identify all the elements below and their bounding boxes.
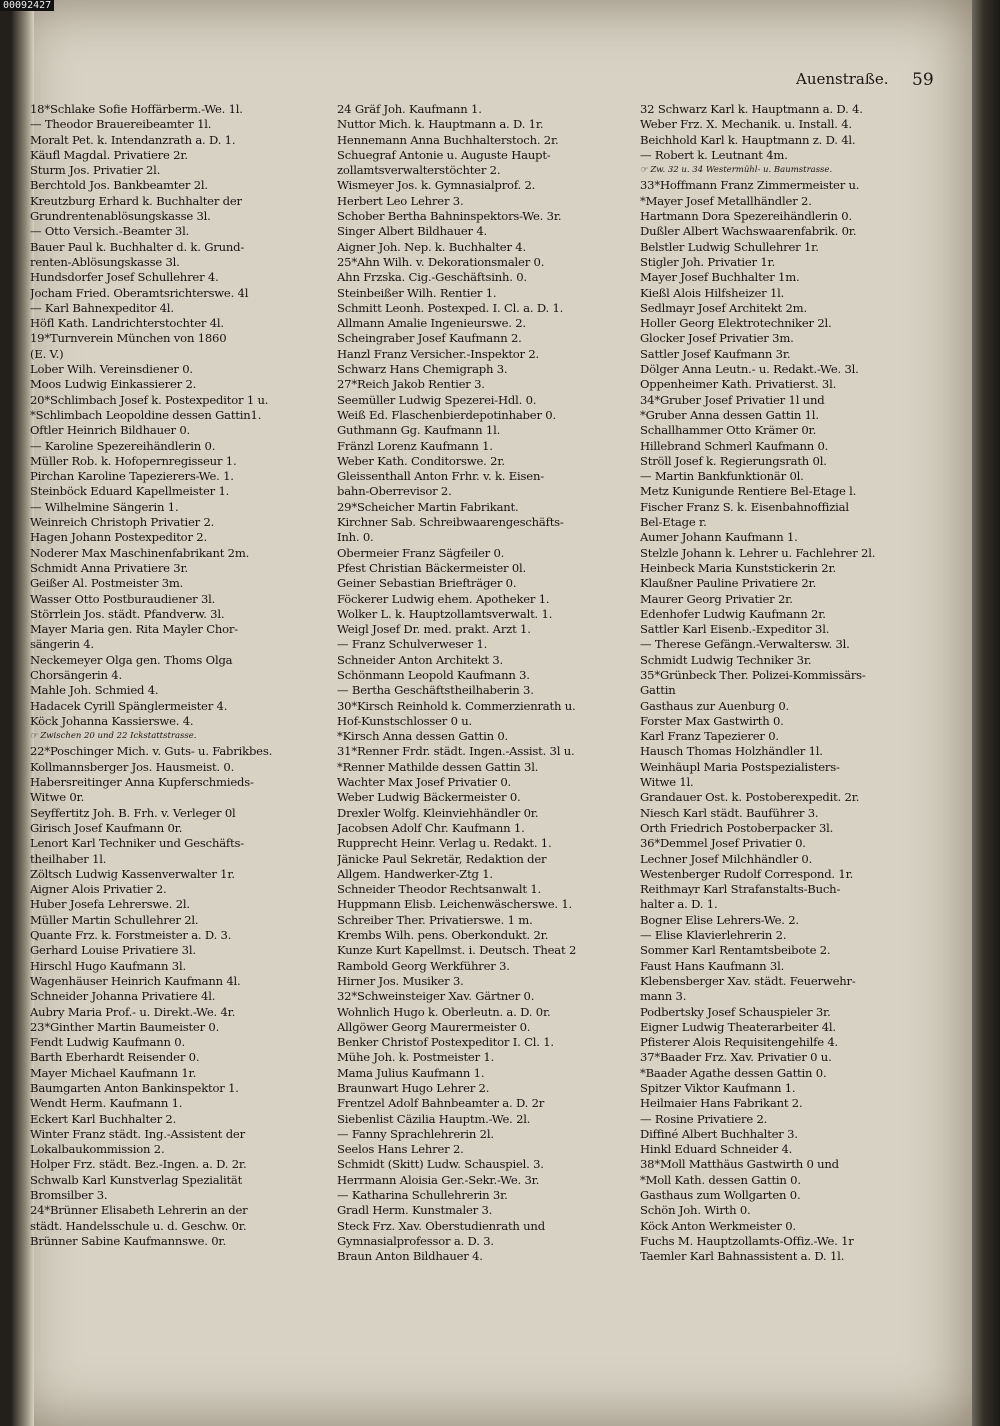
directory-entry: 24 Gräf Joh. Kaufmann 1. xyxy=(337,102,482,116)
directory-entry: Mühe Joh. k. Postmeister 1. xyxy=(337,1050,495,1065)
directory-entry: Seyffertitz Joh. B. Frh. v. Verleger 0l xyxy=(30,805,236,820)
directory-entry: Hof-Kunstschlosser 0 u. xyxy=(337,713,473,728)
directory-entry: Stelzle Johann k. Lehrer u. Fachlehrer 2l. xyxy=(640,545,876,560)
directory-entry: Hirner Jos. Musiker 3. xyxy=(337,973,464,988)
directory-entry: Lechner Josef Milchhändler 0. xyxy=(640,851,813,866)
directory-entry: Schneider Theodor Rechtsanwalt 1. xyxy=(337,882,542,897)
directory-entry: 18*Schlake Sofie Hoffärberm.-We. 1l. xyxy=(30,102,243,116)
directory-entry: (E. V.) xyxy=(30,346,64,361)
directory-entry: Steinböck Eduard Kapellmeister 1. xyxy=(30,484,230,499)
directory-entry: Weiß Ed. Flaschenbierdepotinhaber 0. xyxy=(337,407,556,422)
directory-entry: Wendt Herm. Kaufmann 1. xyxy=(30,1096,183,1111)
directory-entry: — Wilhelmine Sängerin 1. xyxy=(30,499,179,514)
directory-entry: Lober Wilh. Vereinsdiener 0. xyxy=(30,362,193,377)
directory-entry: Störrlein Jos. städt. Pfandverw. 3l. xyxy=(30,606,225,621)
directory-entry: Gasthaus zur Auenburg 0. xyxy=(640,698,790,713)
directory-entry: *Gruber Anna dessen Gattin 1l. xyxy=(640,407,819,422)
directory-entry: Dußler Albert Wachswaarenfabrik. 0r. xyxy=(640,224,857,239)
directory-entry: Glocker Josef Privatier 3m. xyxy=(640,331,794,346)
directory-entry: Hausch Thomas Holzhändler 1l. xyxy=(640,744,823,759)
directory-entry: Maurer Georg Privatier 2r. xyxy=(640,591,793,606)
directory-entry: Klaußner Pauline Privatiere 2r. xyxy=(640,576,817,591)
directory-entry: Siebenlist Cäzilia Hauptm.-We. 2l. xyxy=(337,1111,531,1126)
directory-entry: Oftler Heinrich Bildhauer 0. xyxy=(30,423,191,438)
directory-entry: Weinreich Christoph Privatier 2. xyxy=(30,515,215,530)
directory-entry: Müller Martin Schullehrer 2l. xyxy=(30,912,199,927)
cross-street-note: ☞ Zwischen 20 und 22 Ickstattstrasse. xyxy=(30,731,197,742)
directory-entry: 30*Kirsch Reinhold k. Commerzienrath u. xyxy=(337,698,576,713)
directory-entry: Nuttor Mich. k. Hauptmann a. D. 1r. xyxy=(337,117,544,132)
directory-entry: Käufl Magdal. Privatiere 2r. xyxy=(30,147,188,162)
directory-entry: *Mayer Josef Metallhändler 2. xyxy=(640,193,812,208)
directory-entry: Geiner Sebastian Briefträger 0. xyxy=(337,576,517,591)
directory-entry: Weber Ludwig Bäckermeister 0. xyxy=(337,790,521,805)
directory-entry: Hagen Johann Postexpeditor 2. xyxy=(30,530,207,545)
directory-entry: Herbert Leo Lehrer 3. xyxy=(337,193,464,208)
directory-entry: *Kirsch Anna dessen Gattin 0. xyxy=(337,729,509,744)
directory-entry: renten-Ablösungskasse 3l. xyxy=(30,254,180,269)
directory-entry: Wismeyer Jos. k. Gymnasialprof. 2. xyxy=(337,178,536,193)
directory-entry: Gattin xyxy=(640,683,676,698)
directory-entry: Wohnlich Hugo k. Oberleutn. a. D. 0r. xyxy=(337,1004,551,1019)
directory-entry: Ahn Frzska. Cig.-Geschäftsinh. 0. xyxy=(337,270,527,285)
directory-entry: halter a. D. 1. xyxy=(640,897,718,912)
directory-entry: Mayer Michael Kaufmann 1r. xyxy=(30,1065,197,1080)
directory-entry: Aigner Joh. Nep. k. Buchhalter 4. xyxy=(337,239,526,254)
directory-entry: Weinhäupl Maria Postspezialisters- xyxy=(640,759,840,774)
directory-entry: Benker Christof Postexpeditor I. Cl. 1. xyxy=(337,1035,554,1050)
directory-entry: Fischer Franz S. k. Eisenbahnoffizial xyxy=(640,499,849,514)
directory-entry: 22*Poschinger Mich. v. Guts- u. Fabrikbes. xyxy=(30,744,273,759)
directory-entry: Braun Anton Bildhauer 4. xyxy=(337,1249,483,1264)
directory-entry: Moos Ludwig Einkassierer 2. xyxy=(30,377,197,392)
directory-entry: Steinbeißer Wilh. Rentier 1. xyxy=(337,285,497,300)
directory-entry: städt. Handelsschule u. d. Geschw. 0r. xyxy=(30,1218,247,1233)
directory-entry: Bromsilber 3. xyxy=(30,1188,108,1203)
page-number: 59 xyxy=(912,70,934,90)
scan-code: 00092427 xyxy=(0,0,54,11)
directory-entry: Allgöwer Georg Maurermeister 0. xyxy=(337,1019,531,1034)
directory-entry: Neckemeyer Olga gen. Thoms Olga xyxy=(30,652,233,667)
directory-entry: Obermeier Franz Sägfeiler 0. xyxy=(337,545,505,560)
directory-entry: Heilmaier Hans Fabrikant 2. xyxy=(640,1096,803,1111)
directory-entry: 24*Brünner Elisabeth Lehrerin an der xyxy=(30,1203,248,1218)
directory-entry: sängerin 4. xyxy=(30,637,94,652)
directory-entry: Mama Julius Kaufmann 1. xyxy=(337,1065,485,1080)
directory-entry: Jänicke Paul Sekretär, Redaktion der xyxy=(337,851,547,866)
directory-entry: Hirschl Hugo Kaufmann 3l. xyxy=(30,958,186,973)
directory-entry: 33*Hoffmann Franz Zimmermeister u. xyxy=(640,178,860,193)
directory-entry: Hinkl Eduard Schneider 4. xyxy=(640,1142,793,1157)
directory-entry: Diffiné Albert Buchhalter 3. xyxy=(640,1126,798,1141)
directory-entry: Oppenheimer Kath. Privatierst. 3l. xyxy=(640,377,837,392)
directory-entry: Dölger Anna Leutn.- u. Redakt.-We. 3l. xyxy=(640,362,859,377)
directory-entry: Weber Frz. X. Mechanik. u. Install. 4. xyxy=(640,117,852,132)
directory-entry: Kießl Alois Hilfsheizer 1l. xyxy=(640,285,785,300)
directory-entry: Seemüller Ludwig Spezerei-Hdl. 0. xyxy=(337,392,537,407)
directory-entry: Herrmann Aloisia Ger.-Sekr.-We. 3r. xyxy=(337,1172,540,1187)
directory-entry: Aigner Alois Privatier 2. xyxy=(30,882,167,897)
directory-entry: Mayer Maria gen. Rita Mayler Chor- xyxy=(30,622,238,637)
directory-entry: Karl Franz Tapezierer 0. xyxy=(640,729,779,744)
directory-entry: bahn-Oberrevisor 2. xyxy=(337,484,452,499)
directory-entry: Fendt Ludwig Kaufmann 0. xyxy=(30,1035,185,1050)
directory-entry: Inh. 0. xyxy=(337,530,374,545)
directory-entry: Mayer Josef Buchhalter 1m. xyxy=(640,270,800,285)
directory-entry: Kreutzburg Erhard k. Buchhalter der xyxy=(30,193,242,208)
directory-entry: 37*Baader Frz. Xav. Privatier 0 u. xyxy=(640,1050,832,1065)
directory-entry: Lokalbaukommission 2. xyxy=(30,1142,165,1157)
directory-entry: Hadacek Cyrill Spänglermeister 4. xyxy=(30,698,228,713)
directory-entry: Pfisterer Alois Requisitengehilfe 4. xyxy=(640,1035,839,1050)
directory-entry: Zöltsch Ludwig Kassenverwalter 1r. xyxy=(30,866,235,881)
directory-entry: Föckerer Ludwig ehem. Apotheker 1. xyxy=(337,591,550,606)
directory-entry: Brünner Sabine Kaufmannswe. 0r. xyxy=(30,1233,226,1248)
directory-entry: Lenort Karl Techniker und Geschäfts- xyxy=(30,836,244,851)
directory-entry: *Baader Agathe dessen Gattin 0. xyxy=(640,1065,827,1080)
directory-entry: Witwe 0r. xyxy=(30,790,85,805)
directory-entry: Gleissenthall Anton Frhr. v. k. Eisen- xyxy=(337,469,544,484)
directory-entry: Schmidt Ludwig Techniker 3r. xyxy=(640,652,812,667)
directory-entry: Schneider Anton Architekt 3. xyxy=(337,652,504,667)
directory-entry: Mahle Joh. Schmied 4. xyxy=(30,683,159,698)
directory-entry: *Schlimbach Leopoldine dessen Gattin1. xyxy=(30,407,262,422)
directory-entry: Schuegraf Antonie u. Auguste Haupt- xyxy=(337,147,551,162)
directory-entry: Wagenhäuser Heinrich Kaufmann 4l. xyxy=(30,973,241,988)
column-3 xyxy=(640,102,930,1265)
directory-entry: — Karl Bahnexpeditor 4l. xyxy=(30,300,174,315)
directory-entry: Aumer Johann Kaufmann 1. xyxy=(640,530,798,545)
directory-entry: Moralt Pet. k. Intendanzrath a. D. 1. xyxy=(30,132,236,147)
directory-entry: — Otto Versich.-Beamter 3l. xyxy=(30,224,190,239)
directory-entry: Allgem. Handwerker-Ztg 1. xyxy=(337,866,493,881)
directory-entry: 34*Gruber Josef Privatier 1l und xyxy=(640,392,825,407)
directory-entry: Wachter Max Josef Privatier 0. xyxy=(337,775,511,790)
directory-entry: Stigler Joh. Privatier 1r. xyxy=(640,254,776,269)
directory-entry: 27*Reich Jakob Rentier 3. xyxy=(337,377,485,392)
directory-entry: Rupprecht Heinr. Verlag u. Redakt. 1. xyxy=(337,836,552,851)
directory-entry: 35*Grünbeck Ther. Polizei-Kommissärs- xyxy=(640,667,866,682)
directory-entry: Habersreitinger Anna Kupferschmieds- xyxy=(30,775,254,790)
directory-entry: Sedlmayr Josef Architekt 2m. xyxy=(640,300,807,315)
directory-entry: Schmidt Anna Privatiere 3r. xyxy=(30,560,189,575)
directory-entry: Forster Max Gastwirth 0. xyxy=(640,713,784,728)
column-1 xyxy=(30,102,320,1249)
directory-entry: Girisch Josef Kaufmann 0r. xyxy=(30,820,183,835)
running-head: Auenstraße. xyxy=(796,70,889,88)
directory-entry: Wasser Otto Postburaudiener 3l. xyxy=(30,591,216,606)
directory-entry: Schober Bertha Bahninspektors-We. 3r. xyxy=(337,209,562,224)
directory-entry: 20*Schlimbach Josef k. Postexpeditor 1 u. xyxy=(30,392,269,407)
directory-entry: Huber Josefa Lehrerswe. 2l. xyxy=(30,897,190,912)
directory-entry: Weigl Josef Dr. med. prakt. Arzt 1. xyxy=(337,622,531,637)
directory-entry: Köck Anton Werkmeister 0. xyxy=(640,1218,796,1233)
directory-entry: Müller Rob. k. Hofopernregisseur 1. xyxy=(30,453,237,468)
directory-entry: Spitzer Viktor Kaufmann 1. xyxy=(640,1081,796,1095)
directory-entry: Singer Albert Bildhauer 4. xyxy=(337,224,488,239)
directory-entry: Wolker L. k. Hauptzollamtsverwalt. 1. xyxy=(337,606,553,621)
directory-entry: — Bertha Geschäftstheilhaberin 3. xyxy=(337,683,534,698)
directory-entry: Gerhard Louise Privatiere 3l. xyxy=(30,943,196,958)
directory-entry: — Franz Schulverweser 1. xyxy=(337,637,488,652)
directory-entry: Klebensberger Xav. städt. Feuerwehr- xyxy=(640,973,856,988)
directory-entry: Schwarz Hans Chemigraph 3. xyxy=(337,362,508,377)
directory-entry: Schneider Johanna Privatiere 4l. xyxy=(30,989,216,1004)
directory-entry: Guthmann Gg. Kaufmann 1l. xyxy=(337,423,501,438)
directory-entry: Geißer Al. Postmeister 3m. xyxy=(30,576,184,591)
directory-entry: Grundrentenablösungskasse 3l. xyxy=(30,209,211,224)
directory-entry: Gradl Herm. Kunstmaler 3. xyxy=(337,1203,493,1218)
directory-entry: Steck Frz. Xav. Oberstudienrath und xyxy=(337,1218,545,1233)
directory-entry: Edenhofer Ludwig Kaufmann 2r. xyxy=(640,606,826,621)
directory-entry: Faust Hans Kaufmann 3l. xyxy=(640,958,785,973)
directory-entry: Sturm Jos. Privatier 2l. xyxy=(30,163,161,178)
directory-entry: — Robert k. Leutnant 4m. xyxy=(640,147,788,162)
directory-entry: 31*Renner Frdr. städt. Ingen.-Assist. 3l u. xyxy=(337,744,575,759)
directory-entry: 36*Demmel Josef Privatier 0. xyxy=(640,836,806,851)
directory-entry: Niesch Karl städt. Bauführer 3. xyxy=(640,805,819,820)
directory-entry: Reithmayr Karl Strafanstalts-Buch- xyxy=(640,882,841,897)
directory-entry: Krembs Wilh. pens. Oberkondukt. 2r. xyxy=(337,928,549,943)
directory-entry: — Rosine Privatiere 2. xyxy=(640,1111,768,1126)
directory-entry: 38*Moll Matthäus Gastwirth 0 und xyxy=(640,1157,839,1172)
directory-entry: Westenberger Rudolf Correspond. 1r. xyxy=(640,866,854,881)
directory-entry: Schmitt Leonh. Postexped. I. Cl. a. D. 1. xyxy=(337,300,564,315)
directory-entry: Hundsdorfer Josef Schullehrer 4. xyxy=(30,270,219,285)
directory-entry: Sattler Josef Kaufmann 3r. xyxy=(640,346,791,361)
directory-entry: Hanzl Franz Versicher.-Inspektor 2. xyxy=(337,346,540,361)
directory-entry: Bogner Elise Lehrers-We. 2. xyxy=(640,912,799,927)
directory-entry: Bauer Paul k. Buchhalter d. k. Grund- xyxy=(30,239,245,254)
directory-entry: Schön Joh. Wirth 0. xyxy=(640,1203,751,1218)
directory-entry: — Katharina Schullehrerin 3r. xyxy=(337,1188,508,1203)
directory-entry: Beichhold Karl k. Hauptmann z. D. 4l. xyxy=(640,132,856,147)
directory-entry: 19*Turnverein München von 1860 xyxy=(30,331,227,346)
directory-entry: Kunze Kurt Kapellmst. i. Deutsch. Theat 2 xyxy=(337,943,577,958)
directory-entry: Scheingraber Josef Kaufmann 2. xyxy=(337,331,522,346)
directory-entry: Sommer Karl Rentamtsbeibote 2. xyxy=(640,943,831,958)
directory-entry: Allmann Amalie Ingenieurswe. 2. xyxy=(337,316,526,331)
book-edge xyxy=(972,0,1000,1426)
directory-entry: — Martin Bankfunktionär 0l. xyxy=(640,469,804,484)
directory-entry: Fränzl Lorenz Kaufmann 1. xyxy=(337,438,493,453)
column-2 xyxy=(337,102,627,1265)
directory-entry: Schallhammer Otto Krämer 0r. xyxy=(640,423,817,438)
directory-entry: — Karoline Spezereihändlerin 0. xyxy=(30,438,216,453)
directory-entry: — Fanny Sprachlehrerin 2l. xyxy=(337,1126,494,1141)
directory-entry: Metz Kunigunde Rentiere Bel-Etage l. xyxy=(640,484,857,499)
directory-entry: Witwe 1l. xyxy=(640,775,694,790)
directory-entry: Gymnasialprofessor a. D. 3. xyxy=(337,1233,494,1248)
directory-entry: Schwalb Karl Kunstverlag Spezialität xyxy=(30,1172,243,1187)
directory-entry: 25*Ahn Wilh. v. Dekorationsmaler 0. xyxy=(337,254,545,269)
directory-entry: — Theodor Brauereibeamter 1l. xyxy=(30,117,212,132)
directory-page xyxy=(12,0,972,1426)
directory-entry: Höfl Kath. Landrichterstochter 4l. xyxy=(30,316,224,331)
directory-entry: Seelos Hans Lehrer 2. xyxy=(337,1142,464,1157)
directory-entry: Bel-Etage r. xyxy=(640,515,707,530)
directory-entry: Heinbeck Maria Kunststickerin 2r. xyxy=(640,560,837,575)
directory-entry: Orth Friedrich Postoberpacker 3l. xyxy=(640,820,834,835)
directory-entry: Ströll Josef k. Regierungsrath 0l. xyxy=(640,453,827,468)
directory-entry: Jacobsen Adolf Chr. Kaufmann 1. xyxy=(337,820,525,835)
directory-entry: Aubry Maria Prof.- u. Direkt.-We. 4r. xyxy=(30,1004,236,1019)
directory-entry: Holper Frz. städt. Bez.-Ingen. a. D. 2r. xyxy=(30,1157,247,1172)
directory-entry: Holler Georg Elektrotechniker 2l. xyxy=(640,316,832,331)
directory-entry: Berchtold Jos. Bankbeamter 2l. xyxy=(30,178,208,193)
directory-entry: *Renner Mathilde dessen Gattin 3l. xyxy=(337,759,539,774)
directory-entry: Sattler Karl Eisenb.-Expeditor 3l. xyxy=(640,622,830,637)
directory-entry: Schreiber Ther. Privatierswe. 1 m. xyxy=(337,912,533,927)
directory-entry: Kirchner Sab. Schreibwaarengeschäfts- xyxy=(337,515,564,530)
cross-street-note: ☞ Zw. 32 u. 34 Westermühl- u. Baumstrasse. xyxy=(640,165,833,176)
directory-entry: Noderer Max Maschinenfabrikant 2m. xyxy=(30,545,250,560)
directory-entry: Hennemann Anna Buchhalterstoch. 2r. xyxy=(337,132,559,147)
directory-entry: *Moll Kath. dessen Gattin 0. xyxy=(640,1172,801,1187)
directory-entry: Schmidt (Skitt) Ludw. Schauspiel. 3. xyxy=(337,1157,544,1172)
directory-entry: 29*Scheicher Martin Fabrikant. xyxy=(337,499,519,514)
directory-entry: Eckert Karl Buchhalter 2. xyxy=(30,1111,177,1126)
directory-entry: Chorsängerin 4. xyxy=(30,667,122,682)
directory-entry: Braunwart Hugo Lehrer 2. xyxy=(337,1081,490,1095)
directory-entry: Taemler Karl Bahnassistent a. D. 1l. xyxy=(640,1249,845,1264)
directory-entry: Frentzel Adolf Bahnbeamter a. D. 2r xyxy=(337,1096,545,1111)
directory-entry: Barth Eberhardt Reisender 0. xyxy=(30,1050,200,1065)
directory-entry: Köck Johanna Kassierswe. 4. xyxy=(30,713,194,728)
directory-entry: Hartmann Dora Spezereihändlerin 0. xyxy=(640,209,852,224)
directory-entry: Pfest Christian Bäckermeister 0l. xyxy=(337,560,526,575)
directory-entry: Grandauer Ost. k. Postoberexpedit. 2r. xyxy=(640,790,860,805)
directory-entry: Huppmann Elisb. Leichenwäscherswe. 1. xyxy=(337,897,573,912)
directory-entry: — Therese Gefängn.-Verwaltersw. 3l. xyxy=(640,637,850,652)
directory-entry: Baumgarten Anton Bankinspektor 1. xyxy=(30,1081,239,1095)
directory-entry: — Elise Klavierlehrerin 2. xyxy=(640,928,787,943)
directory-entry: Drexler Wolfg. Kleinviehhändler 0r. xyxy=(337,805,539,820)
directory-entry: Hillebrand Schmerl Kaufmann 0. xyxy=(640,438,829,453)
directory-entry: Gasthaus zum Wollgarten 0. xyxy=(640,1188,801,1203)
directory-entry: Eigner Ludwig Theaterarbeiter 4l. xyxy=(640,1019,836,1034)
directory-entry: Jocham Fried. Oberamtsrichterswe. 4l xyxy=(30,285,249,300)
directory-entry: 32*Schweinsteiger Xav. Gärtner 0. xyxy=(337,989,535,1004)
directory-entry: Podbertsky Josef Schauspieler 3r. xyxy=(640,1004,831,1019)
directory-entry: 23*Ginther Martin Baumeister 0. xyxy=(30,1019,220,1034)
directory-entry: Quante Frz. k. Forstmeister a. D. 3. xyxy=(30,928,232,943)
directory-entry: zollamtsverwalterstöchter 2. xyxy=(337,163,501,178)
directory-entry: Belstler Ludwig Schullehrer 1r. xyxy=(640,239,819,254)
directory-entry: Kollmannsberger Jos. Hausmeist. 0. xyxy=(30,759,235,774)
directory-entry: Weber Kath. Conditorswe. 2r. xyxy=(337,453,505,468)
directory-entry: Winter Franz städt. Ing.-Assistent der xyxy=(30,1126,245,1141)
directory-entry: Fuchs M. Hauptzollamts-Offiz.-We. 1r xyxy=(640,1233,854,1248)
directory-entry: theilhaber 1l. xyxy=(30,851,107,866)
directory-entry: mann 3. xyxy=(640,989,687,1004)
directory-entry: Pirchan Karoline Tapezierers-We. 1. xyxy=(30,469,234,484)
directory-entry: Schönmann Leopold Kaufmann 3. xyxy=(337,667,530,682)
directory-entry: Rambold Georg Werkführer 3. xyxy=(337,958,510,973)
directory-entry: 32 Schwarz Karl k. Hauptmann a. D. 4. xyxy=(640,102,863,116)
